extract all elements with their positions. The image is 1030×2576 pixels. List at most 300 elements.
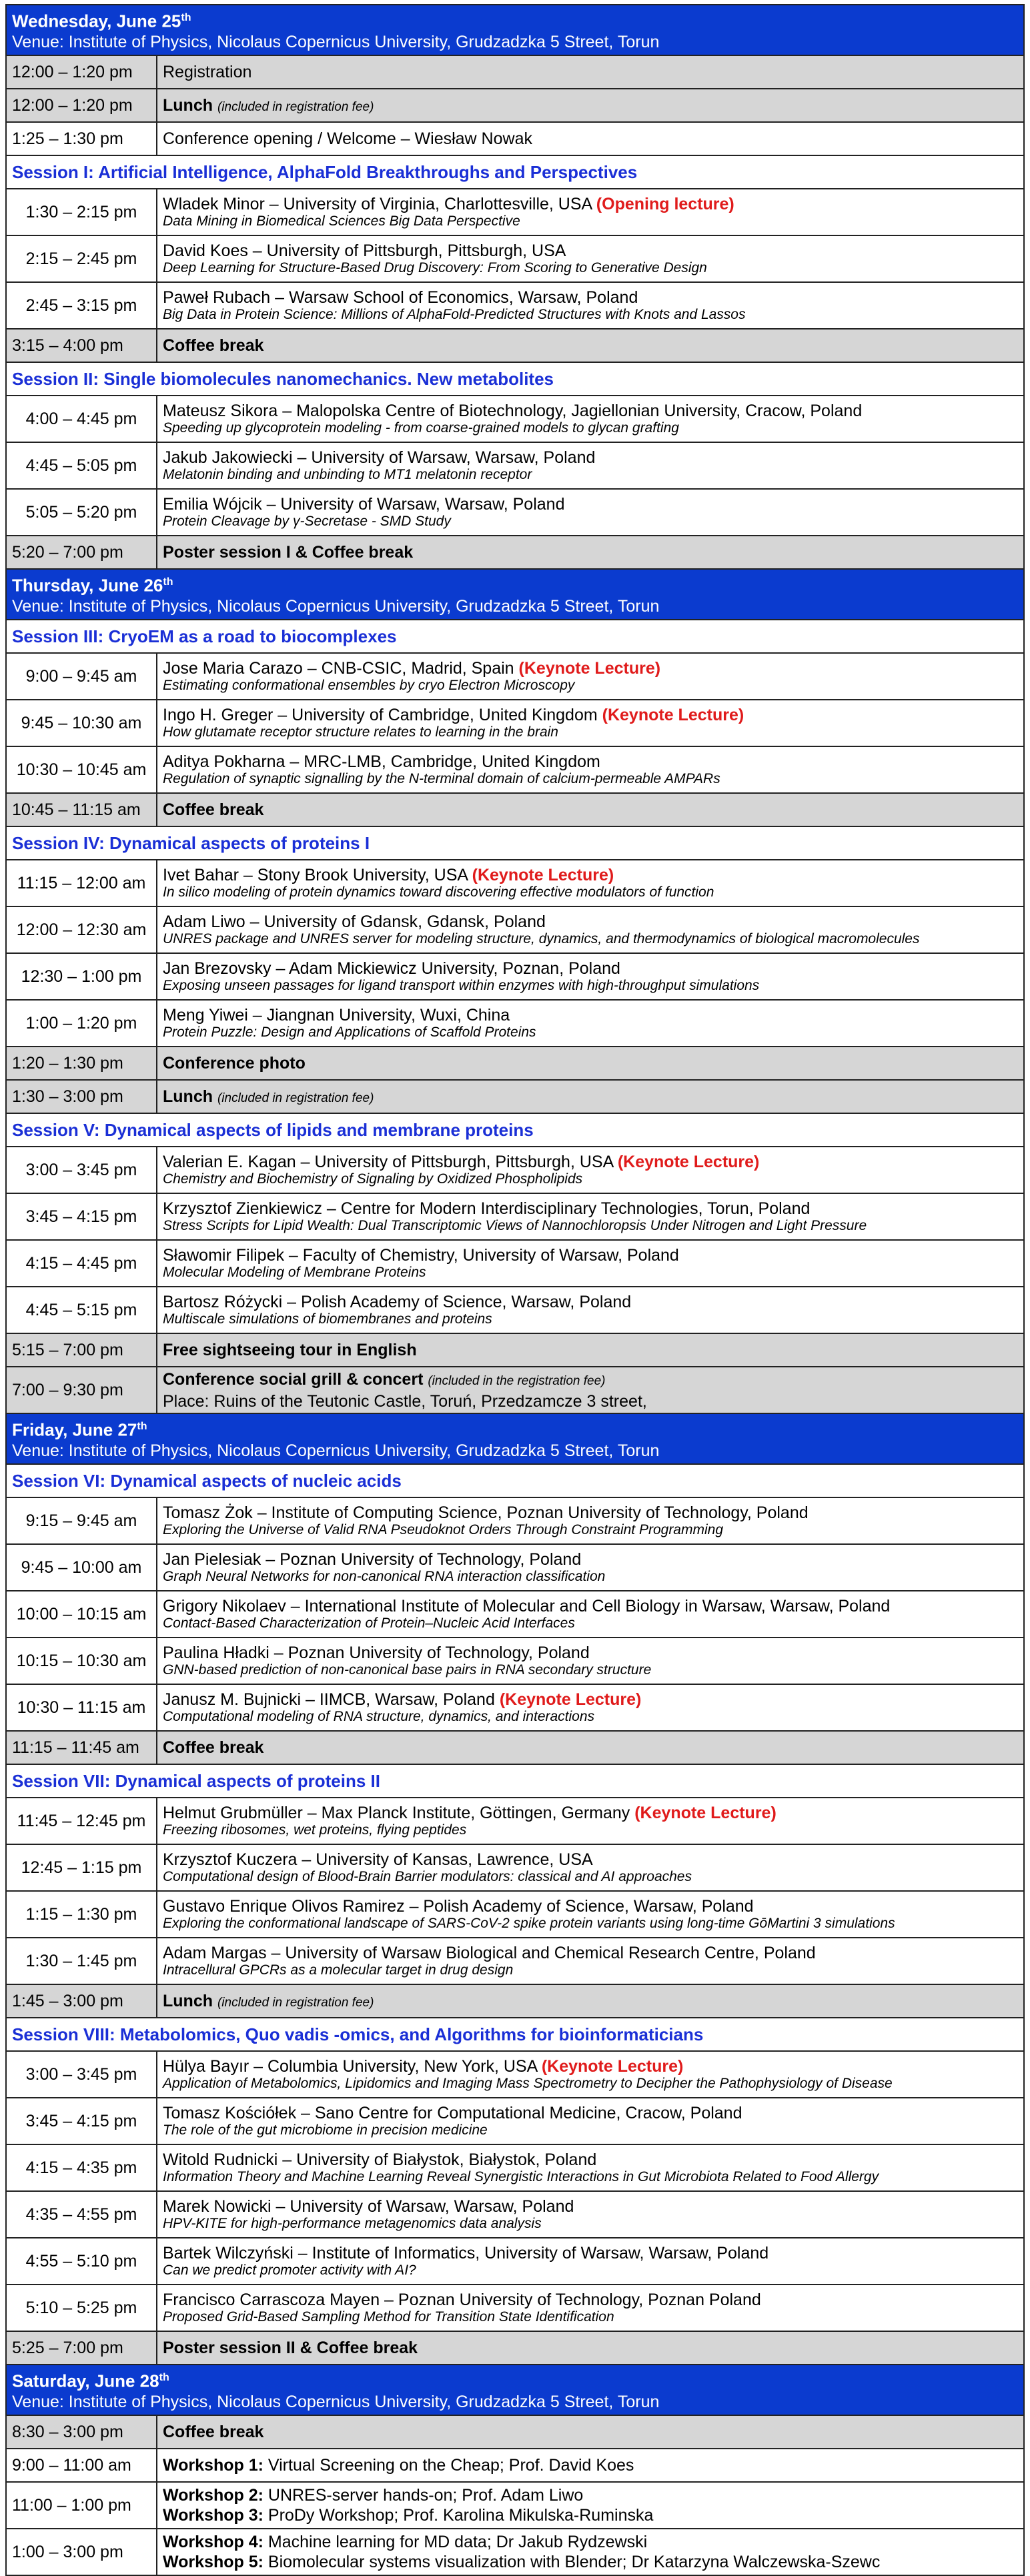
workshop-label: Workshop 2: <box>163 2486 264 2505</box>
session-title: Session I: Artificial Intelligence, AlphaFold Breakthroughs and Perspectives <box>6 155 1024 189</box>
talk-cell <box>157 653 1024 700</box>
time-cell: 4:55 – 5:10 pm <box>6 2238 157 2285</box>
day-date-suffix: th <box>181 11 191 23</box>
day-header <box>6 1413 1024 1464</box>
talk-cell <box>157 860 1024 906</box>
talk-row <box>6 189 1024 235</box>
day-date-suffix: th <box>159 2371 169 2383</box>
session-header <box>6 1113 1024 1147</box>
time-cell: 1:30 – 2:15 pm <box>6 189 157 235</box>
event-cell <box>157 55 1024 89</box>
workshop-line <box>163 2485 1018 2505</box>
time-cell: 5:25 – 7:00 pm <box>6 2331 157 2365</box>
talk-row <box>6 860 1024 906</box>
day-date-text: Thursday, June 26 <box>12 575 163 596</box>
session-header <box>6 1464 1024 1497</box>
schedule-row <box>6 1333 1024 1367</box>
speaker: Paweł Rubach – Warsaw School of Economics, Warsaw, Poland <box>163 288 638 307</box>
talk-cell <box>157 1938 1024 1984</box>
time-cell: 5:10 – 5:25 pm <box>6 2285 157 2331</box>
speaker: Adam Margas – University of Warsaw Biological and Chemical Research Centre, Poland <box>163 1944 816 1962</box>
talk-row <box>6 1544 1024 1591</box>
speaker: Meng Yiwei – Jiangnan University, Wuxi, China <box>163 1006 510 1025</box>
talk-cell <box>157 1497 1024 1544</box>
event-title: Lunch <box>163 1087 213 1106</box>
talk-row <box>6 953 1024 1000</box>
talk-title: Computational modeling of RNA structure, dynamics, and interactions <box>163 1709 595 1724</box>
session-header <box>6 155 1024 189</box>
time-cell: 9:00 – 11:00 am <box>6 2449 157 2482</box>
time-cell: 10:45 – 11:15 am <box>6 793 157 826</box>
day-header <box>6 569 1024 620</box>
talk-row <box>6 906 1024 953</box>
time-cell: 1:30 – 1:45 pm <box>6 1938 157 1984</box>
time-cell: 11:15 – 11:45 am <box>6 1731 157 1764</box>
day-date <box>12 572 1018 596</box>
time-cell: 1:25 – 1:30 pm <box>6 122 157 155</box>
event-note: (included in registration fee) <box>217 1995 374 2010</box>
speaker-line <box>163 1944 1018 1962</box>
time-cell: 11:00 – 1:00 pm <box>6 2482 157 2529</box>
event-note: (included in registration fee) <box>217 99 374 114</box>
event-cell <box>157 1731 1024 1764</box>
workshop-info: Virtual Screening on the Cheap; Prof. David Koes <box>263 2455 634 2475</box>
speaker-line <box>163 659 1018 678</box>
speaker: Jakub Jakowiecki – University of Warsaw, Warsaw, Poland <box>163 448 596 467</box>
speaker-line <box>163 1550 1018 1569</box>
talk-row <box>6 396 1024 442</box>
speaker: Mateusz Sikora – Malopolska Centre of Biotechnology, Jagiellonian University, Cracow, Poland <box>163 402 863 420</box>
workshop-line <box>163 2532 1018 2552</box>
talk-cell <box>157 2238 1024 2285</box>
talk-title: HPV-KITE for high-performance metagenomics data analysis <box>163 2216 542 2231</box>
speaker-line <box>163 495 1018 514</box>
talk-row <box>6 746 1024 793</box>
speaker-line <box>163 1690 1018 1709</box>
speaker-line <box>163 241 1018 260</box>
talk-cell <box>157 2144 1024 2191</box>
talk-row <box>6 1684 1024 1731</box>
workshop-cell <box>157 2449 1024 2482</box>
talk-cell <box>157 953 1024 1000</box>
talk-title: Application of Metabolomics, Lipidomics and Imaging Mass Spectrometry to Decipher the Pathophysiology of Disease <box>163 2076 893 2091</box>
day-venue: Venue: Institute of Physics, Nicolaus Copernicus University, Grudzadzka 5 Street, Torun <box>12 1441 660 1461</box>
event-title: Free sightseeing tour in English <box>163 1340 417 1359</box>
talk-cell <box>157 1891 1024 1938</box>
session-title: Session VII: Dynamical aspects of proteins II <box>6 1764 1024 1798</box>
speaker-line <box>163 2291 1018 2309</box>
lecture-tag: (Opening lecture) <box>596 195 734 213</box>
speaker: Ivet Bahar – Stony Brook University, USA <box>163 866 468 884</box>
talk-cell <box>157 2191 1024 2238</box>
day-venue: Venue: Institute of Physics, Nicolaus Copernicus University, Grudzadzka 5 Street, Torun <box>12 597 660 616</box>
workshop-info: Machine learning for MD data; Dr Jakub Rydzewski <box>263 2533 648 2551</box>
speaker: Marek Nowicki – University of Warsaw, Warsaw, Poland <box>163 2197 574 2216</box>
talk-cell <box>157 1798 1024 1844</box>
talk-row <box>6 282 1024 329</box>
speaker: Witold Rudnicki – University of Białystok, Białystok, Poland <box>163 2150 597 2169</box>
time-cell: 3:00 – 3:45 pm <box>6 2051 157 2098</box>
talk-title: Melatonin binding and unbinding to MT1 melatonin receptor <box>163 467 532 482</box>
talk-cell <box>157 1638 1024 1684</box>
workshop-info: Biomolecular systems visualization with Blender; Dr Katarzyna Walczewska-Szewc <box>263 2553 881 2571</box>
speaker-line <box>163 2244 1018 2263</box>
event-title: Conference social grill & concert <box>163 1369 428 1389</box>
lecture-tag: (Keynote Lecture) <box>617 1153 760 1171</box>
session-title: Session V: Dynamical aspects of lipids and membrane proteins <box>6 1113 1024 1147</box>
time-cell: 10:00 – 10:15 am <box>6 1591 157 1638</box>
time-cell: 4:45 – 5:15 pm <box>6 1287 157 1333</box>
event-cell <box>157 1047 1024 1080</box>
speaker: Bartek Wilczyński – Institute of Informatics, University of Warsaw, Warsaw, Poland <box>163 2244 769 2263</box>
schedule-row <box>6 1047 1024 1080</box>
speaker: Jan Brezovsky – Adam Mickiewicz University, Poznan, Poland <box>163 959 620 978</box>
event-cell <box>157 2331 1024 2365</box>
time-cell: 1:20 – 1:30 pm <box>6 1047 157 1080</box>
speaker-line <box>163 1597 1018 1616</box>
speaker: Paulina Hładki – Poznan University of Technology, Poland <box>163 1644 590 1662</box>
schedule-row <box>6 2415 1024 2449</box>
schedule-row <box>6 536 1024 569</box>
time-cell: 9:45 – 10:30 am <box>6 700 157 746</box>
talk-title: Big Data in Protein Science: Millions of AlphaFold-Predicted Structures with Knots and Lassos <box>163 307 746 322</box>
time-cell: 5:20 – 7:00 pm <box>6 536 157 569</box>
talk-cell <box>157 1591 1024 1638</box>
lecture-tag: (Keynote Lecture) <box>634 1804 777 1822</box>
talk-title: Speeding up glycoprotein modeling - from coarse-grained models to glycan grafting <box>163 420 679 436</box>
speaker-line <box>163 959 1018 978</box>
workshop-row <box>6 2529 1024 2575</box>
day-date <box>12 2367 1018 2392</box>
speaker-line <box>163 1153 1018 1171</box>
workshop-row <box>6 2449 1024 2482</box>
talk-cell <box>157 746 1024 793</box>
talk-title: Protein Cleavage by γ-Secretase - SMD Study <box>163 514 451 529</box>
event-title: Poster session II & Coffee break <box>163 2338 418 2357</box>
session-header <box>6 620 1024 653</box>
time-cell: 3:00 – 3:45 pm <box>6 1147 157 1193</box>
event-row <box>6 1367 1024 1413</box>
speaker-line <box>163 448 1018 467</box>
lecture-tag: (Keynote Lecture) <box>541 2057 684 2076</box>
time-cell: 5:15 – 7:00 pm <box>6 1333 157 1367</box>
talk-title: Intracellural GPCRs as a molecular target in drug design <box>163 1962 514 1978</box>
speaker-line <box>163 1006 1018 1025</box>
speaker-line <box>163 1804 1018 1822</box>
talk-title: In silico modeling of protein dynamics toward discovering effective modulators of function <box>163 884 714 900</box>
talk-title: Exploring the conformational landscape of SARS-CoV-2 spike protein variants using long-time GōMartini 3 simulations <box>163 1916 895 1931</box>
talk-row <box>6 1240 1024 1287</box>
day-date-text: Saturday, June 28 <box>12 2371 159 2391</box>
talk-cell <box>157 1684 1024 1731</box>
day-date <box>12 7 1018 32</box>
talk-cell <box>157 1147 1024 1193</box>
time-cell: 1:15 – 1:30 pm <box>6 1891 157 1938</box>
talk-cell <box>157 1844 1024 1891</box>
talk-row <box>6 1938 1024 1984</box>
talk-row <box>6 1844 1024 1891</box>
talk-cell <box>157 2051 1024 2098</box>
day-header-cell <box>6 5 1024 55</box>
event-cell <box>157 1333 1024 1367</box>
speaker-line <box>163 1503 1018 1522</box>
session-title: Session VIII: Metabolomics, Quo vadis -omics, and Algorithms for bioinformaticians <box>6 2018 1024 2051</box>
time-cell: 10:15 – 10:30 am <box>6 1638 157 1684</box>
schedule-table <box>5 4 1025 2576</box>
talk-row <box>6 2051 1024 2098</box>
talk-row <box>6 1287 1024 1333</box>
talk-cell <box>157 906 1024 953</box>
speaker: Sławomir Filipek – Faculty of Chemistry, University of Warsaw, Poland <box>163 1246 679 1265</box>
time-cell: 2:45 – 3:15 pm <box>6 282 157 329</box>
talk-title: The role of the gut microbiome in precision medicine <box>163 2122 488 2138</box>
talk-row <box>6 1497 1024 1544</box>
event-note: (included in registration fee) <box>217 1091 374 1105</box>
event-title: Coffee break <box>163 2422 264 2441</box>
speaker-line <box>163 2150 1018 2169</box>
speaker: Ingo H. Greger – University of Cambridge, United Kingdom <box>163 706 598 724</box>
event-title: Lunch <box>163 95 213 115</box>
workshop-cell <box>157 2482 1024 2529</box>
schedule-row <box>6 1731 1024 1764</box>
speaker: Gustavo Enrique Olivos Ramirez – Polish Academy of Science, Warsaw, Poland <box>163 1897 754 1916</box>
time-cell: 2:15 – 2:45 pm <box>6 235 157 282</box>
session-header <box>6 362 1024 396</box>
speaker: Francisco Carrascoza Mayen – Poznan University of Technology, Poznan Poland <box>163 2291 761 2309</box>
talk-row <box>6 1147 1024 1193</box>
talk-row <box>6 1638 1024 1684</box>
workshop-info: ProDy Workshop; Prof. Karolina Mikulska-Ruminska <box>263 2506 654 2525</box>
talk-title: Stress Scripts for Lipid Wealth: Dual Transcriptomic Views of Nannochloropsis Under Nitrogen and Light Pressure <box>163 1218 867 1233</box>
speaker-line <box>163 288 1018 307</box>
day-venue: Venue: Institute of Physics, Nicolaus Copernicus University, Grudzadzka 5 Street, Torun <box>12 33 660 52</box>
speaker-line <box>163 195 1018 213</box>
time-cell: 3:45 – 4:15 pm <box>6 2098 157 2144</box>
talk-title: Proposed Grid-Based Sampling Method for Transition State Identification <box>163 2309 614 2325</box>
event-note: (included in the registration fee) <box>428 1373 606 1388</box>
event-line <box>163 1369 1018 1391</box>
talk-title: Can we predict promoter activity with AI? <box>163 2263 416 2278</box>
event-cell <box>157 536 1024 569</box>
schedule-row <box>6 329 1024 362</box>
schedule-row <box>6 1080 1024 1113</box>
talk-cell <box>157 1240 1024 1287</box>
workshop-line <box>163 2456 1018 2475</box>
talk-cell <box>157 1544 1024 1591</box>
talk-cell <box>157 189 1024 235</box>
talk-cell <box>157 1000 1024 1047</box>
speaker: Krzysztof Kuczera – University of Kansas, Lawrence, USA <box>163 1850 593 1869</box>
time-cell: 7:00 – 9:30 pm <box>6 1367 157 1413</box>
speaker: Valerian E. Kagan – University of Pittsburgh, Pittsburgh, USA <box>163 1153 613 1171</box>
time-cell: 3:15 – 4:00 pm <box>6 329 157 362</box>
speaker-line <box>163 752 1018 771</box>
speaker-line <box>163 1293 1018 1311</box>
event-title: Conference opening / Welcome – Wiesław Nowak <box>163 129 532 148</box>
time-cell: 9:45 – 10:00 am <box>6 1544 157 1591</box>
schedule-row <box>6 793 1024 826</box>
time-cell: 1:00 – 3:00 pm <box>6 2529 157 2575</box>
schedule-row <box>6 2331 1024 2365</box>
talk-title: Information Theory and Machine Learning Reveal Synergistic Interactions in Gut Microbiota Related to Food Allergy <box>163 2169 879 2184</box>
time-cell: 10:30 – 10:45 am <box>6 746 157 793</box>
event-title: Conference photo <box>163 1053 306 1073</box>
day-header <box>6 5 1024 55</box>
speaker-line <box>163 1897 1018 1916</box>
workshop-row <box>6 2482 1024 2529</box>
time-cell: 1:30 – 3:00 pm <box>6 1080 157 1113</box>
lecture-tag: (Keynote Lecture) <box>602 706 744 724</box>
session-title: Session II: Single biomolecules nanomechanics. New metabolites <box>6 362 1024 396</box>
talk-title: Data Mining in Biomedical Sciences Big Data Perspective <box>163 213 520 229</box>
lecture-tag: (Keynote Lecture) <box>499 1690 642 1709</box>
talk-cell <box>157 282 1024 329</box>
talk-title: GNN-based prediction of non-canonical base pairs in RNA secondary structure <box>163 1662 652 1678</box>
speaker-line <box>163 2057 1018 2076</box>
day-venue: Venue: Institute of Physics, Nicolaus Copernicus University, Grudzadzka 5 Street, Torun <box>12 2393 660 2412</box>
session-title: Session IV: Dynamical aspects of proteins I <box>6 826 1024 860</box>
event-cell <box>157 1080 1024 1113</box>
speaker: Jan Pielesiak – Poznan University of Technology, Poland <box>163 1550 582 1569</box>
event-title: Coffee break <box>163 800 264 819</box>
talk-title: Exposing unseen passages for ligand transport within enzymes with high-throughput simulations <box>163 978 760 993</box>
event-cell <box>157 1367 1024 1413</box>
talk-row <box>6 2191 1024 2238</box>
day-date-text: Friday, June 27 <box>12 1419 137 1440</box>
schedule-row <box>6 1984 1024 2018</box>
speaker: Krzysztof Zienkiewicz – Centre for Modern Interdisciplinary Technologies, Torun, Poland <box>163 1199 811 1218</box>
schedule-body <box>6 5 1024 2575</box>
time-cell: 4:35 – 4:55 pm <box>6 2191 157 2238</box>
talk-cell <box>157 700 1024 746</box>
time-cell: 9:00 – 9:45 am <box>6 653 157 700</box>
talk-title: Protein Puzzle: Design and Applications of Scaffold Proteins <box>163 1025 536 1040</box>
workshop-line <box>163 2505 1018 2525</box>
talk-title: Deep Learning for Structure-Based Drug Discovery: From Scoring to Generative Design <box>163 260 707 275</box>
speaker: Wladek Minor – University of Virginia, Charlottesville, USA <box>163 195 592 213</box>
talk-row <box>6 1591 1024 1638</box>
talk-row <box>6 2285 1024 2331</box>
speaker-line <box>163 1644 1018 1662</box>
talk-cell <box>157 235 1024 282</box>
speaker: Adam Liwo – University of Gdansk, Gdansk, Poland <box>163 912 546 931</box>
day-header-cell <box>6 1413 1024 1464</box>
speaker-line <box>163 706 1018 724</box>
speaker: Tomasz Kościółek – Sano Centre for Computational Medicine, Cracow, Poland <box>163 2104 742 2122</box>
talk-row <box>6 1891 1024 1938</box>
workshop-cell <box>157 2529 1024 2575</box>
event-cell <box>157 1984 1024 2018</box>
talk-row <box>6 2238 1024 2285</box>
talk-title: Graph Neural Networks for non-canonical RNA interaction classification <box>163 1569 606 1584</box>
speaker-line <box>163 402 1018 420</box>
speaker: Helmut Grubmüller – Max Planck Institute, Göttingen, Germany <box>163 1804 630 1822</box>
talk-cell <box>157 1193 1024 1240</box>
talk-title: Contact-Based Characterization of Protein–Nucleic Acid Interfaces <box>163 1616 575 1631</box>
talk-title: Computational design of Blood-Brain Barrier modulators: classical and AI approaches <box>163 1869 692 1884</box>
session-header <box>6 2018 1024 2051</box>
time-cell: 4:45 – 5:05 pm <box>6 442 157 489</box>
time-cell: 12:00 – 1:20 pm <box>6 89 157 122</box>
speaker: Janusz M. Bujnicki – IIMCB, Warsaw, Poland <box>163 1690 495 1709</box>
talk-cell <box>157 1287 1024 1333</box>
day-date <box>12 1416 1018 1441</box>
day-date-text: Wednesday, June 25 <box>12 11 181 31</box>
time-cell: 4:15 – 4:45 pm <box>6 1240 157 1287</box>
time-cell: 12:00 – 12:30 am <box>6 906 157 953</box>
talk-cell <box>157 489 1024 536</box>
talk-row <box>6 653 1024 700</box>
talk-row <box>6 700 1024 746</box>
event-place: Place: Ruins of the Teutonic Castle, Toruń, Przedzamcze 3 street, <box>163 1391 647 1411</box>
time-cell: 8:30 – 3:00 pm <box>6 2415 157 2449</box>
time-cell: 9:15 – 9:45 am <box>6 1497 157 1544</box>
speaker-line <box>163 912 1018 931</box>
day-date-suffix: th <box>163 576 173 588</box>
workshop-line <box>163 2552 1018 2572</box>
session-header <box>6 1764 1024 1798</box>
talk-title: Molecular Modeling of Membrane Proteins <box>163 1265 426 1280</box>
time-cell: 1:45 – 3:00 pm <box>6 1984 157 2018</box>
speaker-line <box>163 1850 1018 1869</box>
time-cell: 3:45 – 4:15 pm <box>6 1193 157 1240</box>
event-cell <box>157 2415 1024 2449</box>
speaker: Tomasz Żok – Institute of Computing Science, Poznan University of Technology, Poland <box>163 1503 809 1522</box>
event-title: Coffee break <box>163 1738 264 1757</box>
event-line <box>163 1391 1018 1411</box>
time-cell: 12:45 – 1:15 pm <box>6 1844 157 1891</box>
day-header-cell <box>6 569 1024 620</box>
time-cell: 12:00 – 1:20 pm <box>6 55 157 89</box>
day-header <box>6 2365 1024 2415</box>
schedule-row <box>6 89 1024 122</box>
event-cell <box>157 89 1024 122</box>
speaker: Emilia Wójcik – University of Warsaw, Warsaw, Poland <box>163 495 565 514</box>
talk-title: Estimating conformational ensembles by cryo Electron Microscopy <box>163 678 575 693</box>
time-cell: 1:00 – 1:20 pm <box>6 1000 157 1047</box>
lecture-tag: (Keynote Lecture) <box>518 659 661 678</box>
event-title: Coffee break <box>163 336 264 355</box>
talk-row <box>6 1798 1024 1844</box>
workshop-label: Workshop 3: <box>163 2506 264 2525</box>
speaker-line <box>163 2197 1018 2216</box>
day-header-cell <box>6 2365 1024 2415</box>
event-title: Lunch <box>163 1991 213 2010</box>
workshop-label: Workshop 1: <box>163 2455 264 2475</box>
schedule-row <box>6 55 1024 89</box>
talk-title: Freezing ribosomes, wet proteins, flying peptides <box>163 1822 467 1838</box>
time-cell: 4:15 – 4:35 pm <box>6 2144 157 2191</box>
talk-title: Regulation of synaptic signalling by the N-terminal domain of calcium-permeable AMPARs <box>163 771 720 786</box>
time-cell: 10:30 – 11:15 am <box>6 1684 157 1731</box>
time-cell: 11:45 – 12:45 pm <box>6 1798 157 1844</box>
talk-row <box>6 2098 1024 2144</box>
event-title: Poster session I & Coffee break <box>163 542 414 562</box>
speaker: Hülya Bayır – Columbia University, New York, USA <box>163 2057 537 2076</box>
speaker: Grigory Nikolaev – International Institute of Molecular and Cell Biology in Warsaw, Warsaw, Poland <box>163 1597 891 1616</box>
talk-cell <box>157 2098 1024 2144</box>
time-cell: 11:15 – 12:00 am <box>6 860 157 906</box>
speaker-line <box>163 1199 1018 1218</box>
session-header <box>6 826 1024 860</box>
schedule-row <box>6 122 1024 155</box>
event-title: Registration <box>163 62 252 81</box>
talk-cell <box>157 2285 1024 2331</box>
event-cell <box>157 793 1024 826</box>
talk-row <box>6 489 1024 536</box>
time-cell: 5:05 – 5:20 pm <box>6 489 157 536</box>
talk-row <box>6 1193 1024 1240</box>
